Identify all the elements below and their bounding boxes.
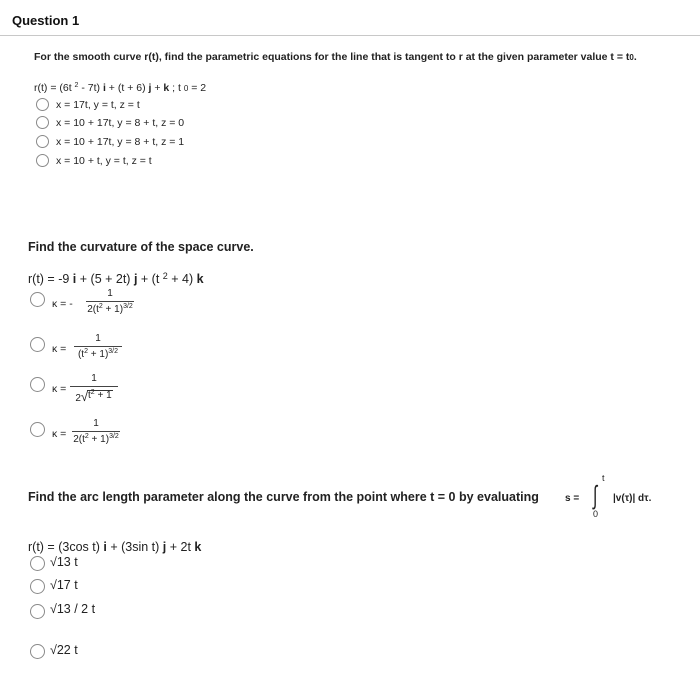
arc-length-given: r(t) = (3cos t) i + (3sin t) j + 2t k (28, 540, 202, 554)
arc-option-1-label[interactable]: √13 t (50, 555, 78, 569)
tangent-option-3-label[interactable]: x = 10 + 17t, y = 8 + t, z = 1 (56, 136, 185, 148)
curvature-option-2-fraction (74, 334, 122, 360)
curvature-option-2-lhs: κ = (52, 343, 67, 355)
tangent-option-4-label[interactable]: x = 10 + t, y = t, z = t (56, 155, 152, 167)
curvature-option-4-numerator: 1 (72, 419, 120, 432)
curvature-option-3-denominator: 2 √ $t^2 + 1$ (75, 389, 112, 404)
curvature-option-3-fraction (70, 374, 118, 404)
tangent-option-4-radio[interactable] (36, 154, 49, 167)
curvature-option-4-radio[interactable] (30, 422, 45, 437)
curvature-option-2-radio[interactable] (30, 337, 45, 352)
tangent-option-2-radio[interactable] (36, 116, 49, 129)
curvature-option-3-numerator: 1 (70, 374, 118, 387)
arc-length-integrand: |v(τ)| dτ. (613, 493, 652, 504)
curvature-option-1-lhs: κ = - (52, 298, 73, 310)
arc-length-formula (565, 473, 675, 519)
curvature-given: r(t) = -9 i + (5 + 2t) j + (t $^2$ + 4) k (28, 271, 204, 286)
arc-option-3-label[interactable]: √13 / 2 t (50, 602, 96, 616)
arc-length-upper-limit: t (602, 473, 605, 483)
arc-option-1-radio[interactable] (30, 556, 45, 571)
arc-length-formula-lhs: s = (565, 493, 580, 504)
arc-length-lower-limit: 0 (593, 509, 599, 519)
arc-option-4-radio[interactable] (30, 644, 45, 659)
tangent-line-prompt (34, 51, 637, 63)
curvature-option-4-lhs: κ = (52, 428, 67, 440)
integral-sign-icon: ∫ (593, 480, 598, 510)
arc-option-3-radio[interactable] (30, 604, 45, 619)
curvature-option-3-lhs: κ = (52, 383, 67, 395)
curvature-option-4-denominator: $2(t^2 + 1)^{3/2}$ (73, 433, 119, 445)
curvature-prompt: Find the curvature of the space curve. (28, 240, 254, 254)
tangent-option-1-radio[interactable] (36, 98, 49, 111)
curvature-option-2-denominator: $(t^2 + 1)^{3/2}$ (77, 348, 119, 360)
tangent-line-prompt-period: . (633, 51, 637, 63)
tangent-option-2-label[interactable]: x = 10 + 17t, y = 8 + t, z = 0 (56, 117, 185, 129)
curvature-option-4-fraction (72, 419, 120, 445)
arc-option-4-label[interactable]: √22 t (50, 643, 78, 657)
tangent-line-prompt-text: For the smooth curve r(t), find the parametric equations for the line that is tangent to r at the given parameter value t = t (34, 51, 630, 63)
curvature-option-1-radio[interactable] (30, 292, 45, 307)
tangent-option-1-label[interactable]: x = 17t, y = t, z = t (56, 99, 140, 111)
tangent-line-given: r(t) = (6t $^2$ - 7t) i + (t + 6) j + k ; t 0 = 2 (34, 82, 207, 94)
curvature-option-3-radio[interactable] (30, 377, 45, 392)
curvature-option-2-numerator: 1 (74, 334, 122, 347)
curvature-option-1-numerator: 1 (86, 289, 134, 302)
question-header (0, 0, 700, 36)
tangent-option-3-radio[interactable] (36, 135, 49, 148)
tangent-line-prompt-subscript: 0 (629, 53, 634, 62)
curvature-option-1-fraction (86, 289, 134, 315)
arc-option-2-radio[interactable] (30, 579, 45, 594)
curvature-option-1-denominator: $2(t^2 + 1)^{3/2}$ (87, 303, 133, 315)
question-title: Question 1 (12, 13, 80, 28)
arc-option-2-label[interactable]: √17 t (50, 578, 78, 592)
arc-length-prompt: Find the arc length parameter along the curve from the point where t = 0 by evaluating (28, 490, 539, 504)
